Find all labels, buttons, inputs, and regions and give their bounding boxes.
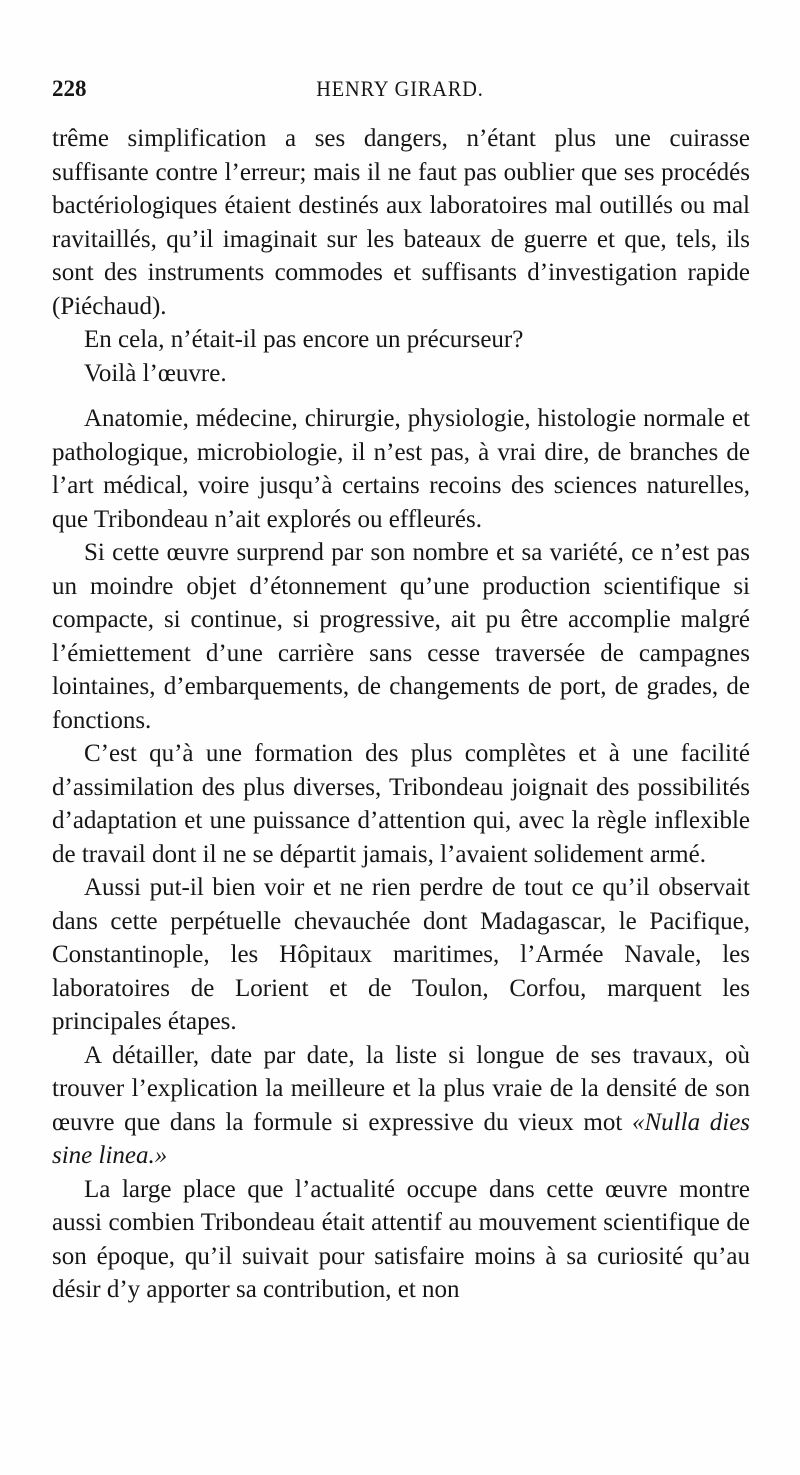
page-header (52, 76, 748, 116)
paragraph-formation: C’est qu’à une formation des plus complètes et à une facilité d’assimilation des plus diverses, Tribondeau joignait des possibilités d’adaptation et une puissance d’attention qui, avec la règle inflexible de travail dont il ne se départit jamais, l’avaient solidement armé. (52, 740, 750, 868)
running-title: HENRY GIRARD. (316, 76, 484, 101)
body-text (52, 122, 750, 1307)
paragraph-etapes: Aussi put-il bien voir et ne rien perdre de tout ce qu’il observait dans cette perpétuelle chevauchée dont Madagascar, le Pacifique, Constantinople, les Hôpitaux maritimes, l’Armée Navale, les laboratoires de Lorient et de Toulon, Corfou, marquent les principales étapes. (52, 874, 750, 1035)
paragraph-travaux (52, 1039, 750, 1173)
paragraph-travaux-text: A détailler, date par date, la liste si longue de ses travaux, où trouver l’explication la meilleure et la plus vraie de la densité de son œuvre que dans la formule si expressive du vieux mot (52, 1041, 750, 1136)
paragraph-variete: Si cette œuvre surprend par son nombre et sa variété, ce n’est pas un moindre objet d’étonnement qu’une production scientifique si compacte, si continue, si progressive, ait pu être accomplie malgré l’émiettement d’une carrière sans cesse traversée de campagnes lointaines, d’embarquements, de changements de port, de grades, de fonctions. (52, 539, 750, 734)
latin-quote: «Nulla dies sine linea.» (52, 1108, 751, 1169)
paragraph-actualite: La large place que l’actualité occupe dans cette œuvre montre aussi combien Tribondeau était attentif au mouvement scientifique de son époque, qu’il suivait pour satisfaire moins à sa curiosité qu’au désir d’y apporter sa contribution, et non (52, 1175, 750, 1303)
page-number: 228 (52, 76, 87, 101)
paragraph-question: En cela, n’était-il pas encore un précurseur? (84, 326, 524, 353)
paragraph-voila: Voilà l’œuvre. (84, 359, 227, 387)
paragraph-continuation: trême simplification a ses dangers, n’étant plus une cuirasse suffisante contre l’erreur; mais il ne faut pas oublier que ses procédés bactériologiques étaient destinés aux laboratoires mal outillés ou mal ravitaillés, qu’il imaginait sur les bateaux de guerre et que, tels, ils sont des instruments commodes et suffisants d’investigation rapide (Piéchaud). (52, 125, 750, 320)
paragraph-anatomie: Anatomie, médecine, chirurgie, physiologie, histologie normale et pathologique, microbiologie, il n’est pas, à vrai dire, de branches de l’art médical, voire jusqu’à certains recoins des sciences naturelles, que Tribondeau n’ait explorés ou effleurés. (52, 405, 750, 533)
